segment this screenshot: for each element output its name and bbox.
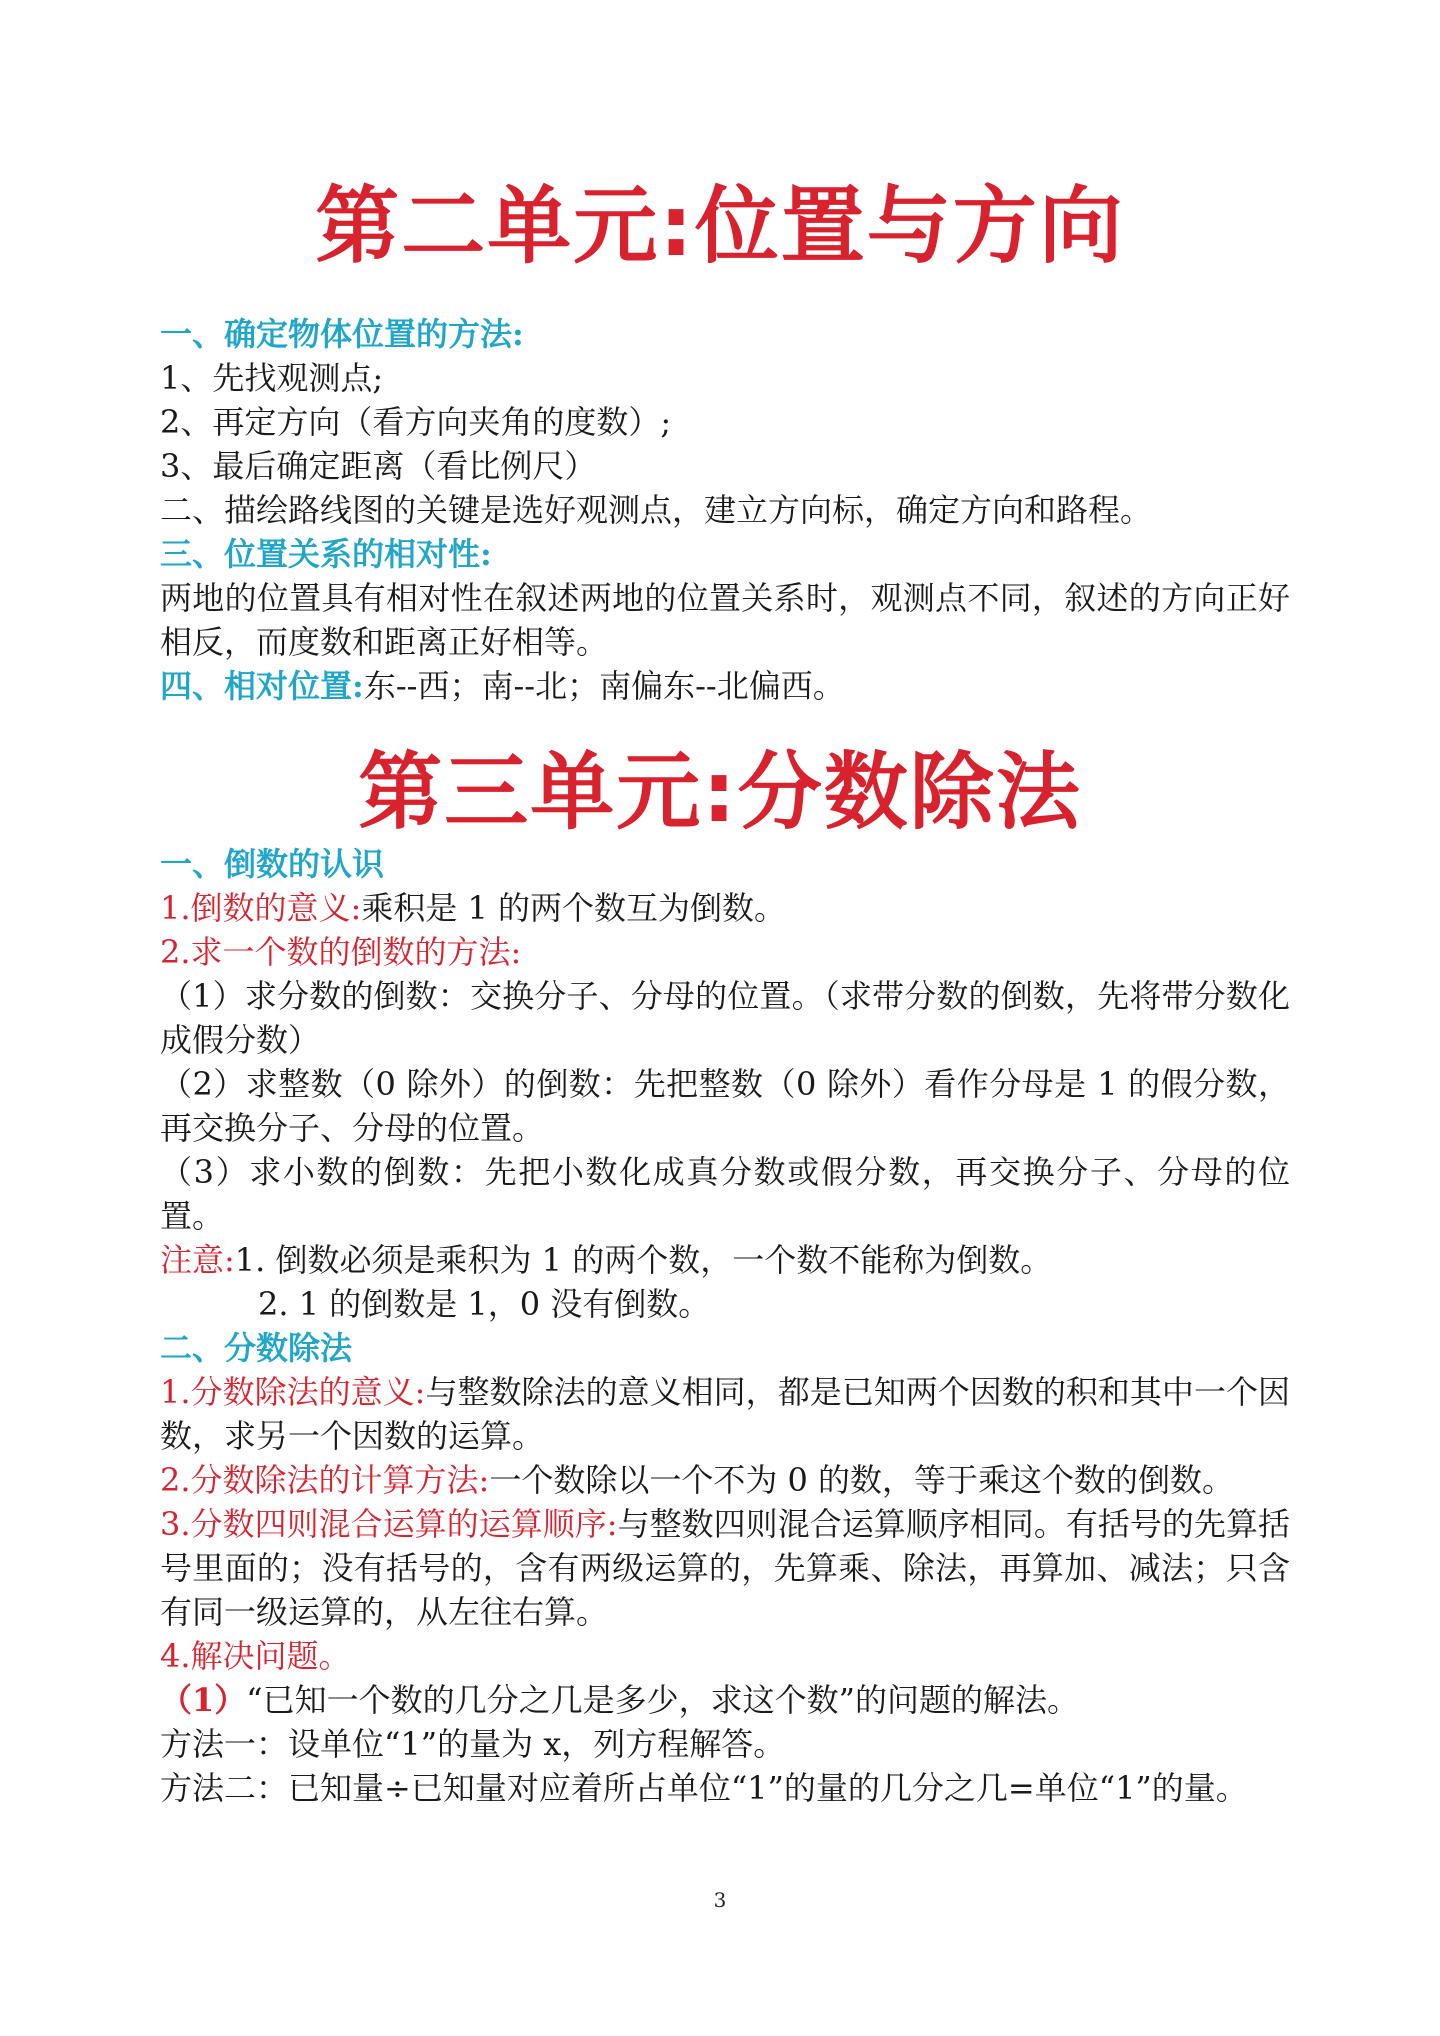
note-label: 注意: [160,1241,235,1279]
section-heading: 四、相对位置: [160,667,364,705]
list-item: 2、再定方向（看方向夹角的度数）; [160,403,672,441]
item-text: 乘积是 1 的两个数互为倒数。 [361,889,787,927]
page-number: 3 [713,1888,727,1912]
note [160,1238,1290,1282]
question-text: “已知一个数的几分之几是多少，求这个数”的问题的解法。 [246,1681,1080,1719]
paragraph [160,1370,1290,1458]
item-label: 1.分数除法的意义: [160,1373,426,1411]
unit2-content [160,312,1290,708]
paragraph [160,1458,1290,1502]
item-text: 与整数四则混合运算顺序相同。有括号的先算括号里面的；没有括号的，含有两级运算的，先算乘、除法，再算加、减法；只含有同一级运算的，从左往右算。 [160,1505,1290,1631]
list-item: （3）求小数的倒数：先把小数化成真分数或假分数，再交换分子、分母的位置。 [160,1153,1290,1235]
method-line: 方法一：设单位“1”的量为 x，列方程解答。 [160,1725,786,1763]
item-label: 2.分数除法的计算方法: [160,1461,490,1499]
list-item: 1、先找观测点; [160,359,384,397]
section-heading: 三、位置关系的相对性: [160,535,492,573]
unit3-content [160,842,1290,1810]
list-item: （1）求分数的倒数：交换分子、分母的位置。（求带分数的倒数，先将带分数化成假分数） [160,977,1290,1059]
list-item: （2）求整数（0 除外）的倒数：先把整数（0 除外）看作分母是 1 的假分数，再交换分子、分母的位置。 [160,1065,1290,1147]
paragraph: 两地的位置具有相对性在叙述两地的位置关系时，观测点不同，叙述的方向正好相反，而度数和距离正好相等。 [160,579,1290,661]
item-label: 1.倒数的意义: [160,889,362,927]
paragraph-text: 东--西；南--北；南偏东--北偏西。 [363,667,845,705]
note-item: 2. 1 的倒数是 1，0 没有倒数。 [258,1285,711,1323]
paragraph [160,886,1290,930]
item-label: 3.分数四则混合运算的运算顺序: [160,1505,618,1543]
unit2-title: 第二单元:位置与方向 [315,177,1125,275]
item-label: 2.求一个数的倒数的方法: [160,933,522,971]
paragraph [160,1678,1290,1722]
note-item: 1. 倒数必须是乘积为 1 的两个数，一个数不能称为倒数。 [234,1241,1053,1279]
question-label: （1） [160,1681,247,1719]
method-line: 方法二：已知量÷已知量对应着所占单位“1”的量的几分之几=单位“1”的量。 [160,1769,1248,1807]
section-heading: 二、分数除法 [160,1329,353,1367]
paragraph [160,1502,1290,1634]
item-text: 一个数除以一个不为 0 的数，等于乘这个数的倒数。 [489,1461,1235,1499]
item-text: 与整数除法的意义相同，都是已知两个因数的积和其中一个因数，求另一个因数的运算。 [160,1373,1290,1455]
unit3-title: 第三单元:分数除法 [358,743,1082,841]
section-heading: 一、确定物体位置的方法: [160,315,524,353]
list-item: 3、最后确定距离（看比例尺） [160,447,597,485]
paragraph [160,664,1290,708]
item-label: 4.解决问题。 [160,1637,351,1675]
section-heading: 一、倒数的认识 [160,845,385,883]
paragraph: 二、描绘路线图的关键是选好观测点，建立方向标，确定方向和路程。 [160,491,1153,529]
